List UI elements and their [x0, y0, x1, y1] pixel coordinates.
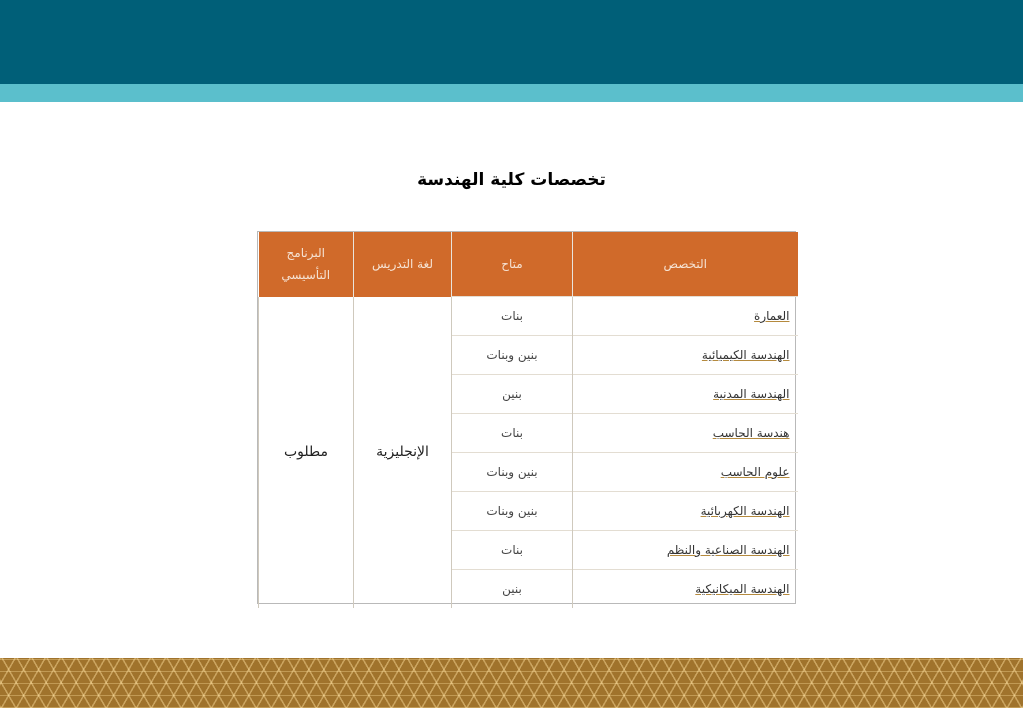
- specialization-link[interactable]: العمارة: [754, 309, 790, 323]
- availability-cell: بنين وبنات: [452, 336, 573, 375]
- availability-cell: بنين: [452, 570, 573, 609]
- footer-pattern: [0, 658, 1023, 708]
- specialization-link[interactable]: الهندسة الصناعية والنظم: [666, 543, 790, 557]
- specialization-cell: [573, 531, 798, 570]
- header-available: متاح: [452, 232, 573, 297]
- table-header-row: [259, 232, 798, 297]
- availability-cell: بنين وبنات: [452, 453, 573, 492]
- specialization-link[interactable]: الهندسة الكهربائية: [700, 504, 790, 518]
- header-foundation: البرنامج التأسيسي: [259, 232, 354, 297]
- header-specialization: التخصص: [573, 232, 798, 297]
- header-band: [0, 0, 1023, 84]
- specialization-cell: [573, 336, 798, 375]
- slide-title: تخصصات كلية الهندسة: [417, 170, 606, 190]
- specialization-cell: [573, 453, 798, 492]
- table-row: [259, 297, 798, 336]
- header-language: لغة التدريس: [354, 232, 452, 297]
- specialization-cell: [573, 297, 798, 336]
- language-cell: الإنجليزية: [354, 297, 452, 609]
- availability-cell: بنات: [452, 531, 573, 570]
- specialization-link[interactable]: الهندسة المدنية: [713, 387, 790, 401]
- availability-cell: بنين: [452, 375, 573, 414]
- specialization-link[interactable]: هندسة الحاسب: [712, 426, 790, 440]
- specialization-cell: [573, 414, 798, 453]
- specialization-link[interactable]: علوم الحاسب: [720, 465, 790, 479]
- foundation-cell: مطلوب: [259, 297, 354, 609]
- availability-cell: بنات: [452, 297, 573, 336]
- specialization-cell: [573, 570, 798, 609]
- specialization-cell: [573, 492, 798, 531]
- availability-cell: بنين وبنات: [452, 492, 573, 531]
- specialization-cell: [573, 375, 798, 414]
- specialization-link[interactable]: الهندسة الميكانيكية: [695, 582, 790, 596]
- specialization-link[interactable]: الهندسة الكيميائية: [701, 348, 790, 362]
- specializations-table: [257, 231, 796, 604]
- accent-stripe: [0, 84, 1023, 102]
- availability-cell: بنات: [452, 414, 573, 453]
